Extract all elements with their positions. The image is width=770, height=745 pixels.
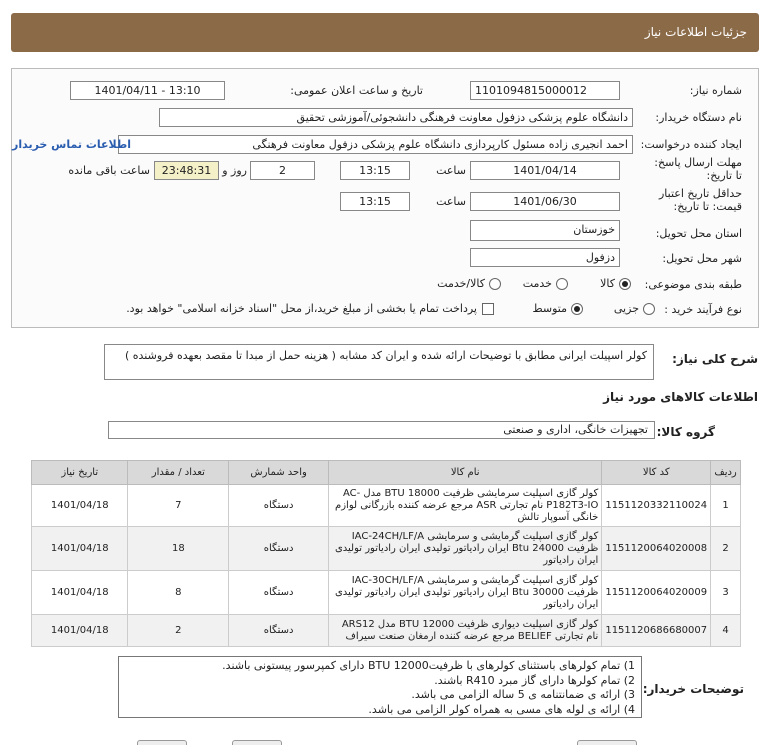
- col-name-header: نام کالا: [329, 461, 602, 485]
- category-label: طبقه بندی موضوعی:: [644, 278, 742, 291]
- category-option-goods-service: کالا/خدمت: [437, 277, 485, 290]
- col-row-header: ردیف: [711, 461, 741, 485]
- days-field: 2: [250, 161, 315, 180]
- buyer-org-field: دانشگاه علوم پزشکی دزفول معاونت فرهنگی دانشجوئی/آموزشی تحقیق: [159, 108, 633, 127]
- validity-date-field: 1401/06/30: [470, 192, 620, 211]
- validity-time-field: 13:15: [340, 192, 410, 211]
- need-number-field: 1101094815000012: [470, 81, 620, 100]
- bottom-button-left[interactable]: [137, 740, 187, 745]
- process-radio-medium[interactable]: [571, 303, 583, 315]
- deadline-date-field: 1401/04/14: [470, 161, 620, 180]
- creator-field: احمد انجیری زاده مسئول کارپردازی دانشگاه علوم پزشکی دزفول معاونت فرهنگی: [118, 135, 633, 154]
- goods-name: کولر گازی اسپلیت گرمایشی و سرمایشی IAC-24CH/LF/A ظرفیت Btu 24000 ایران رادیاتور تولیدی ایران رادیاتور تولیدی ایران رادیاتور: [329, 527, 602, 571]
- goods-date: 1401/04/18: [32, 615, 128, 647]
- process-label: نوع فرآیند خرید :: [664, 303, 742, 316]
- table-row: [32, 571, 741, 615]
- goods-unit: دستگاه: [229, 485, 329, 527]
- goods-table: [31, 460, 741, 647]
- description-label: شرح کلی نیاز:: [672, 352, 758, 366]
- deadline-label: مهلت ارسال پاسخ: تا تاریخ:: [654, 156, 742, 182]
- province-field: خوزستان: [470, 220, 620, 241]
- province-label: استان محل تحویل:: [655, 227, 742, 240]
- buyer-contact-link[interactable]: اطلاعات تماس خریدار: [11, 138, 131, 151]
- deadline-time-label: ساعت: [436, 164, 466, 177]
- bottom-button-right[interactable]: [577, 740, 637, 745]
- goods-name: کولر گازی اسپلیت دیواری ظرفیت BTU 12000 مدل ARS12 نام تجارتی BELIEF مرجع عرضه کننده ارمغان صنعت سیراف: [329, 615, 602, 647]
- category-radio-goods-service[interactable]: [489, 278, 501, 290]
- goods-date: 1401/04/18: [32, 485, 128, 527]
- row-number: 3: [711, 571, 741, 615]
- remaining-time-field: 23:48:31: [154, 161, 219, 180]
- goods-code: 1151120332110024: [602, 485, 711, 527]
- category-radio-goods[interactable]: [619, 278, 631, 290]
- goods-unit: دستگاه: [229, 527, 329, 571]
- bottom-button-middle[interactable]: [232, 740, 282, 745]
- description-field: کولر اسپیلت ایرانی مطابق با توضیحات ارائه شده و ایران کد مشابه ( هزینه حمل از مبدا تا مقصد بعهده فروشنده ): [104, 344, 654, 380]
- process-option-minor: جزیی: [613, 302, 639, 315]
- goods-name: کولر گازی اسپلیت گرمایشی و سرمایشی IAC-30CH/LF/A ظرفیت Btu 30000 ایران رادیاتور تولیدی ایران رادیاتور تولیدی ایران رادیاتور: [329, 571, 602, 615]
- goods-qty: 2: [128, 615, 229, 647]
- goods-date: 1401/04/18: [32, 527, 128, 571]
- goods-code: 1151120064020009: [602, 571, 711, 615]
- creator-label: ایجاد کننده درخواست:: [640, 138, 742, 151]
- treasury-payment-checkbox[interactable]: [482, 303, 494, 315]
- deadline-time-field: 13:15: [340, 161, 410, 180]
- page-title: جزئیات اطلاعات نیاز: [644, 25, 747, 39]
- city-field: دزفول: [470, 248, 620, 267]
- col-qty-header: تعداد / مقدار: [128, 461, 229, 485]
- goods-group-label: گروه کالا:: [656, 425, 715, 439]
- category-option-goods: کالا: [600, 277, 615, 290]
- col-unit-header: واحد شمارش: [229, 461, 329, 485]
- table-row: [32, 527, 741, 571]
- treasury-payment-note: پرداخت تمام یا بخشی از مبلغ خرید،از محل "اسناد خزانه اسلامی" خواهد بود.: [126, 302, 477, 315]
- row-number: 1: [711, 485, 741, 527]
- category-option-service: خدمت: [522, 277, 552, 290]
- row-number: 4: [711, 615, 741, 647]
- goods-unit: دستگاه: [229, 571, 329, 615]
- buyer-notes-box: [118, 656, 642, 718]
- buyer-notes-label: توضیحات خریدار:: [642, 682, 744, 696]
- col-code-header: کد کالا: [602, 461, 711, 485]
- row-number: 2: [711, 527, 741, 571]
- need-info-panel: [11, 68, 759, 328]
- validity-time-label: ساعت: [436, 195, 466, 208]
- goods-code: 1151120686680007: [602, 615, 711, 647]
- table-header-row: [32, 461, 741, 485]
- category-radio-service[interactable]: [556, 278, 568, 290]
- city-label: شهر محل تحویل:: [662, 252, 742, 265]
- announce-field: 1401/04/11 - 13:10: [70, 81, 225, 100]
- days-label: روز و: [222, 164, 247, 177]
- process-option-medium: متوسط: [532, 302, 567, 315]
- remaining-label: ساعت باقی مانده: [68, 164, 150, 177]
- col-date-header: تاریخ نیاز: [32, 461, 128, 485]
- goods-name: کولر گازی اسپلیت سرمایشی ظرفیت BTU 18000 مدل AC-P182T3-IO نام تجارتی ASR مرجع عرضه کننده بازرگانی لوازم خانگی آسوپار تالش: [329, 485, 602, 527]
- goods-code: 1151120064020008: [602, 527, 711, 571]
- goods-unit: دستگاه: [229, 615, 329, 647]
- process-radio-minor[interactable]: [643, 303, 655, 315]
- goods-group-field: تجهیزات خانگی، اداری و صنعتی: [108, 421, 655, 439]
- need-number-label: شماره نیاز:: [689, 84, 742, 97]
- buyer-note-line: 1) تمام کولرهای باستثنای کولرهای با ظرفیت12000 BTU دارای کمپرسور پیستونی باشند.: [222, 659, 635, 672]
- announce-label: تاریخ و ساعت اعلان عمومی:: [290, 84, 423, 97]
- goods-date: 1401/04/18: [32, 571, 128, 615]
- validity-label: حداقل تاریخ اعتبار قیمت: تا تاریخ:: [658, 187, 742, 213]
- goods-qty: 8: [128, 571, 229, 615]
- buyer-note-line: 4) ارائه ی لوله های مسی به همراه کولر الزامی می باشد.: [368, 702, 635, 716]
- goods-qty: 18: [128, 527, 229, 571]
- buyer-note-line: 3) ارائه ی ضمانتنامه ی 5 ساله الزامی می باشد.: [411, 688, 635, 701]
- goods-qty: 7: [128, 485, 229, 527]
- goods-section-title: اطلاعات کالاهای مورد نیاز: [603, 390, 758, 404]
- buyer-org-label: نام دستگاه خریدار:: [655, 111, 742, 124]
- table-row: [32, 615, 741, 647]
- page-header: [11, 13, 759, 52]
- table-row: [32, 485, 741, 527]
- buyer-note-line: 2) تمام کولرها دارای گاز مبرد R410 باشند.: [434, 673, 635, 687]
